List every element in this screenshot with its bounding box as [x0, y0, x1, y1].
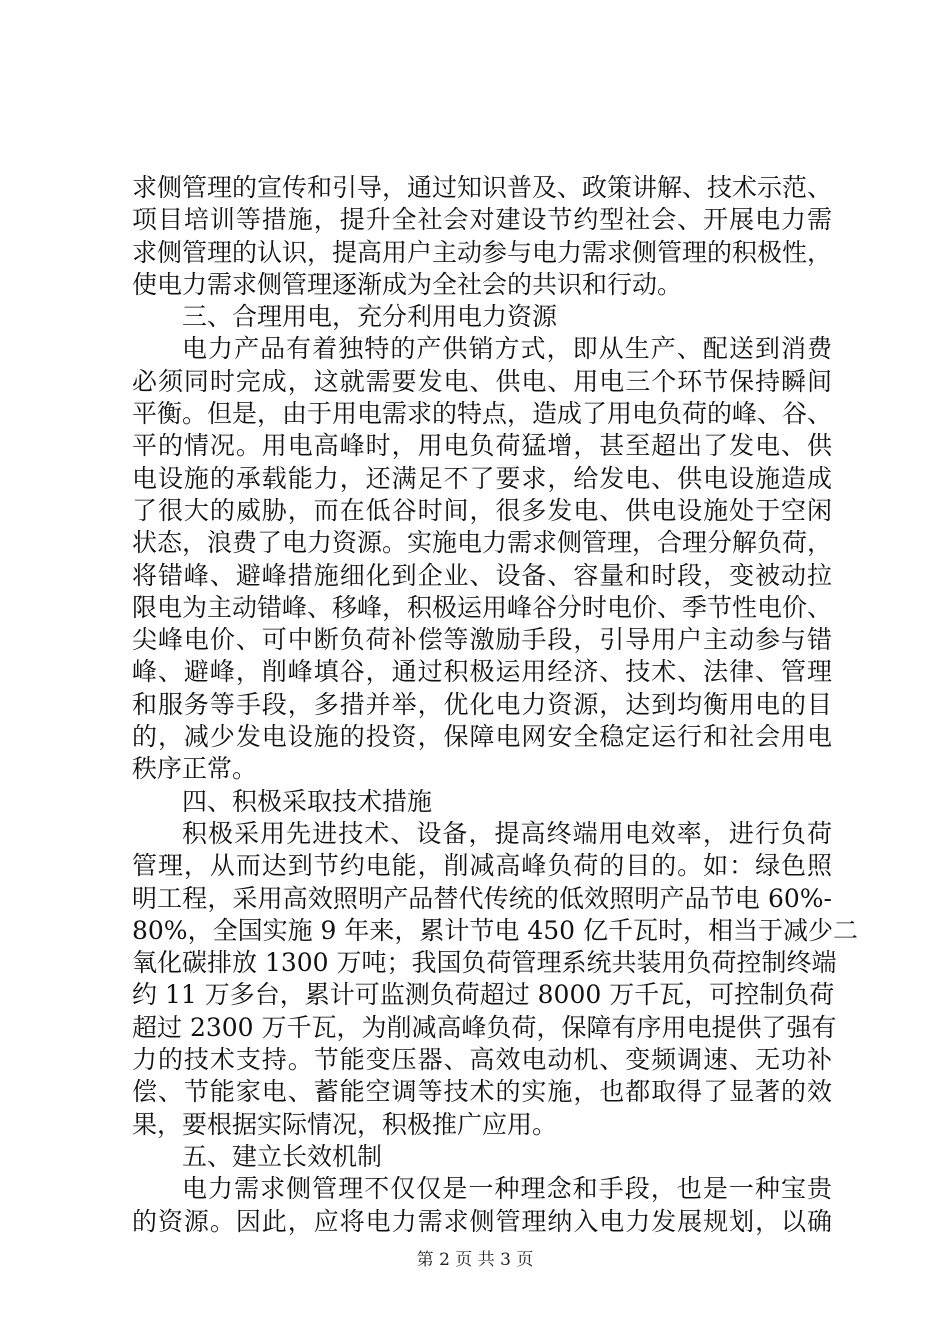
text-line: 果，要根据实际情况，积极推广应用。: [132, 1109, 558, 1139]
text-line: 平的情况。用电高峰时，用电负荷猛增，甚至超出了发电、供: [132, 431, 832, 461]
text-line: 了很大的威胁，而在低谷时间，很多发电、供电设施处于空闲: [132, 495, 832, 525]
text-line: 和服务等手段，多措并举，优化电力资源，达到均衡用电的目: [132, 689, 832, 719]
document-body: [132, 172, 858, 1238]
text-line: 超过 2300 万千瓦，为削减高峰负荷，保障有序用电提供了强有: [132, 1012, 837, 1042]
text-line: 的，减少发电设施的投资，保障电网安全稳定运行和社会用电: [132, 722, 832, 752]
text-line: 平衡。但是，由于用电需求的特点，造成了用电负荷的峰、谷、: [132, 399, 833, 429]
text-line: 的资源。因此，应将电力需求侧管理纳入电力发展规划，以确: [132, 1206, 832, 1236]
text-line: 力的技术支持。节能变压器、高效电动机、变频调速、无功补: [132, 1045, 832, 1075]
text-line: 积极采用先进技术、设备，提高终端用电效率，进行负荷: [182, 818, 832, 848]
text-line: 约 11 万多台，累计可监测负荷超过 8000 万千瓦，可控制负荷: [132, 980, 835, 1010]
text-line: 管理，从而达到节约电能，削减高峰负荷的目的。如：绿色照: [132, 851, 832, 881]
text-line: 五、建立长效机制: [182, 1141, 383, 1171]
text-line: 限电为主动错峰、移峰，积极运用峰谷分时电价、季节性电价、: [132, 592, 833, 622]
text-line: 偿、节能家电、蓄能空调等技术的实施，也都取得了显著的效: [132, 1077, 832, 1107]
text-line: 电力需求侧管理不仅仅是一种理念和手段，也是一种宝贵: [182, 1174, 832, 1204]
text-line: 峰、避峰，削峰填谷，通过积极运用经济、技术、法律、管理: [132, 657, 832, 687]
text-line: 四、积极采取技术措施: [182, 786, 433, 816]
text-line: 氧化碳排放 1300 万吨；我国负荷管理系统共装用负荷控制终端: [132, 948, 837, 978]
text-line: 三、合理用电，充分利用电力资源: [182, 302, 558, 332]
page-footer: 第 2 页 共 3 页: [416, 1250, 534, 1270]
text-line: 将错峰、避峰措施细化到企业、设备、容量和时段，变被动拉: [132, 560, 832, 590]
text-line: 求侧管理的宣传和引导，通过知识普及、政策讲解、技术示范、: [132, 173, 833, 202]
text-line: 必须同时完成，这就需要发电、供电、用电三个环节保持瞬间: [132, 366, 832, 396]
text-line: 使电力需求侧管理逐渐成为全社会的共识和行动。: [132, 269, 683, 299]
text-line: 电设施的承载能力，还满足不了要求，给发电、供电设施造成: [132, 463, 832, 493]
text-line: 项目培训等措施，提升全社会对建设节约型社会、开展电力需: [132, 205, 832, 235]
text-line: 电力产品有着独特的产供销方式，即从生产、配送到消费: [182, 334, 832, 364]
text-line: 求侧管理的认识，提高用户主动参与电力需求侧管理的积极性，: [132, 237, 833, 267]
text-line: 尖峰电价、可中断负荷补偿等激励手段，引导用户主动参与错: [132, 625, 832, 655]
text-line: 明工程，采用高效照明产品替代传统的低效照明产品节电 60%-: [132, 883, 832, 913]
text-line: 状态，浪费了电力资源。实施电力需求侧管理，合理分解负荷，: [132, 528, 833, 558]
text-line: 80%，全国实施 9 年来，累计节电 450 亿千瓦时，相当于减少二: [132, 915, 858, 945]
text-line: 秩序正常。: [132, 754, 258, 784]
